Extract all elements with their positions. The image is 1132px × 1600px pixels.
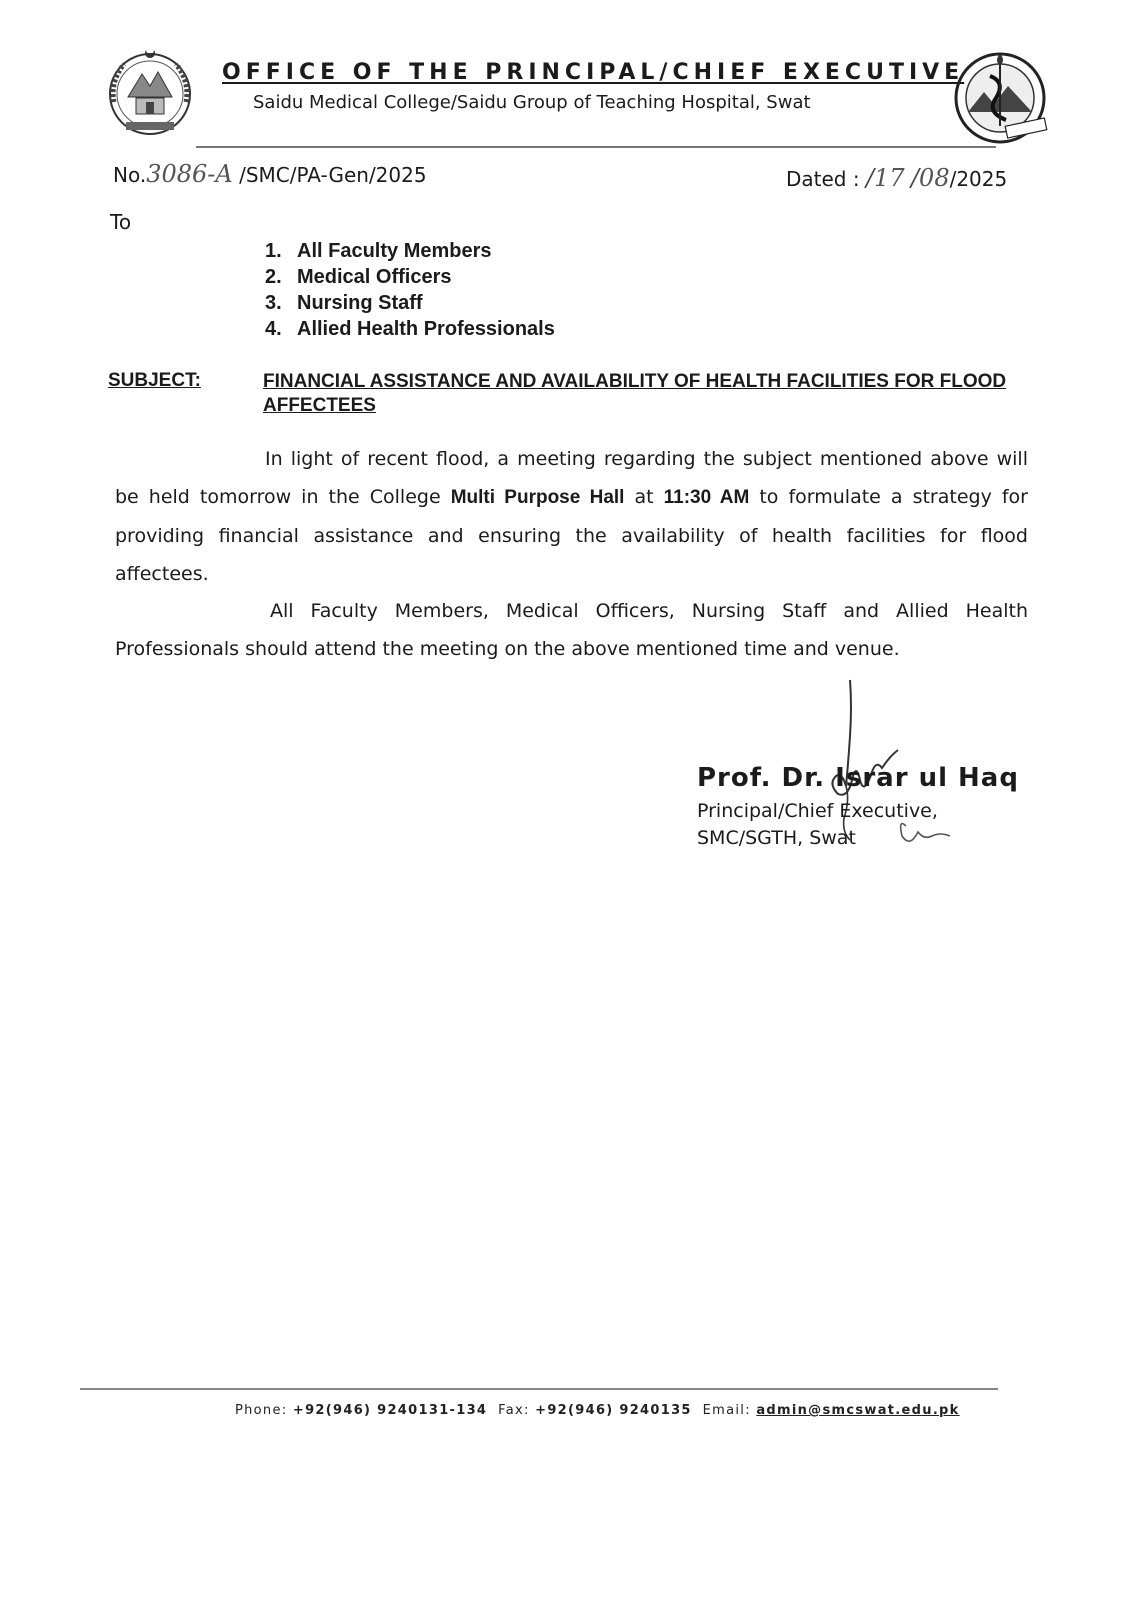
reference-suffix: /SMC/PA-Gen/2025 — [239, 163, 427, 187]
fax-number: +92(946) 9240135 — [535, 1403, 692, 1418]
list-item: 4. Allied Health Professionals — [265, 318, 555, 340]
date-label: Dated : — [786, 167, 860, 191]
office-title: OFFICE OF THE PRINCIPAL/CHIEF EXECUTIVE — [222, 60, 965, 85]
footer-divider — [80, 1388, 998, 1390]
date-year: /2025 — [949, 167, 1008, 191]
reference-handwritten-number: 3086-A — [146, 160, 233, 188]
reference-number — [113, 160, 427, 188]
signatory-org: SMC/SGTH, Swat — [697, 827, 856, 849]
subject-text: FINANCIAL ASSISTANCE AND AVAILABILITY OF HEALTH FACILITIES FOR FLOOD AFFECTEES — [263, 371, 1007, 416]
phone-number: +92(946) 9240131-134 — [292, 1403, 488, 1418]
email-label: Email: — [702, 1403, 751, 1418]
list-item: 2. Medical Officers — [265, 266, 452, 288]
subject-label: SUBJECT: — [108, 370, 201, 391]
email-link[interactable]: admin@smcswat.edu.pk — [756, 1403, 960, 1418]
reference-prefix: No. — [113, 163, 147, 187]
date-line: Dated : /17 /08/2025 — [786, 164, 1008, 192]
signatory-title: Principal/Chief Executive, — [697, 800, 938, 822]
meeting-time: 11:30 AM — [663, 487, 750, 508]
body-paragraph-2: All Faculty Members, Medical Officers, Nursing Staff and Allied Health Professionals should attend the meeting on the above mentioned time and venue. — [115, 600, 1028, 660]
fax-label: Fax: — [498, 1403, 530, 1418]
saidu-medical-college-seal-icon — [950, 46, 1050, 146]
date-month: 08 — [919, 164, 950, 192]
date-day: 17 — [874, 164, 905, 192]
signatory-name: Prof. Dr. Israr ul Haq — [697, 763, 1019, 793]
list-item: 1. All Faculty Members — [265, 240, 492, 262]
list-item: 3. Nursing Staff — [265, 292, 423, 314]
kp-government-emblem-icon — [100, 42, 200, 142]
to-label: To — [110, 210, 132, 234]
header-divider — [196, 146, 996, 148]
phone-label: Phone: — [235, 1403, 288, 1418]
footer-contact — [235, 1403, 960, 1418]
meeting-venue: Multi Purpose Hall — [450, 487, 625, 508]
office-subtitle: Saidu Medical College/Saidu Group of Teaching Hospital, Swat — [253, 92, 811, 113]
body-paragraph-1: In light of recent flood, a meeting regarding the subject mentioned above will be held tomorrow in the College Multi Purpose Hall at 11:30 AM to formulate a strategy for providing financial assistance and ensuring the availability of health facilities for flood affectees. — [115, 448, 1028, 585]
recipient-list — [265, 238, 555, 342]
